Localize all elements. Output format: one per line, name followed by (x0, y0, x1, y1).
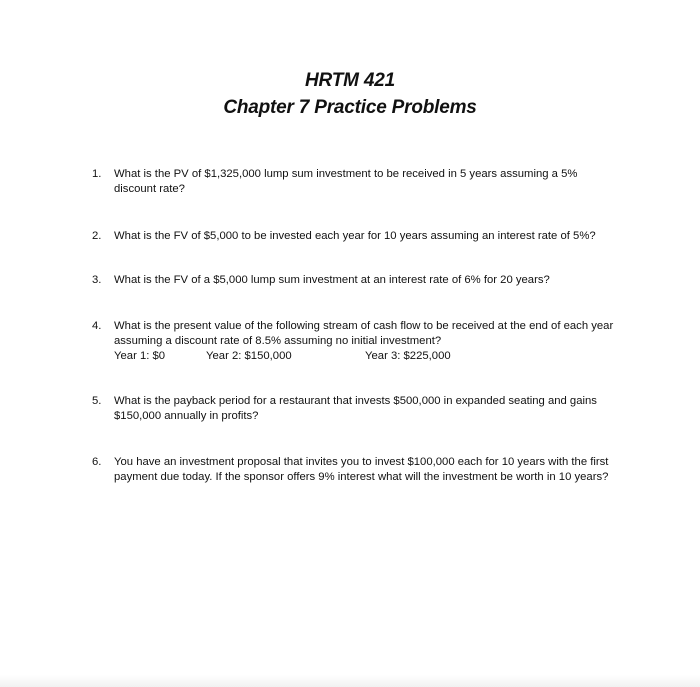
problem-text: You have an investment proposal that invites you to invest $100,000 each for 10 years with the first payment due today. If the sponsor offers 9% interest what will the investment be worth in 10 years? (114, 456, 609, 483)
page-bottom-edge (0, 675, 700, 687)
problem-3 (92, 273, 622, 288)
cash-flow-row (114, 349, 622, 364)
problem-number: 5. (92, 395, 102, 407)
problem-number: 2. (92, 230, 102, 242)
problem-number: 1. (92, 168, 102, 180)
problem-number: 4. (92, 320, 102, 332)
problem-5 (92, 394, 622, 424)
problem-text: What is the FV of $5,000 to be invested each year for 10 years assuming an interest rate of 5%? (114, 230, 596, 242)
cash-flow-year-2: Year 2: $150,000 (206, 350, 292, 362)
document-subtitle: Chapter 7 Practice Problems (223, 97, 477, 118)
document-title: HRTM 421 (305, 70, 395, 91)
problem-text: What is the payback period for a restaurant that invests $500,000 in expanded seating and gains $150,000 annually in profits? (114, 395, 597, 422)
problem-number: 3. (92, 274, 102, 286)
problem-2 (92, 229, 622, 244)
problem-1 (92, 167, 622, 197)
problem-text: What is the FV of a $5,000 lump sum investment at an interest rate of 6% for 20 years? (114, 274, 550, 286)
cash-flow-year-1: Year 1: $0 (114, 350, 166, 362)
problem-text: What is the PV of $1,325,000 lump sum investment to be received in 5 years assuming a 5% discount rate? (114, 168, 578, 195)
problem-number: 6. (92, 456, 102, 468)
cash-flow-year-3: Year 3: $225,000 (365, 350, 451, 362)
problem-4 (92, 319, 622, 364)
problem-6 (92, 455, 622, 485)
problem-text: What is the present value of the following stream of cash flow to be received at the end of each year assuming a discount rate of 8.5% assuming no initial investment? (114, 320, 614, 347)
